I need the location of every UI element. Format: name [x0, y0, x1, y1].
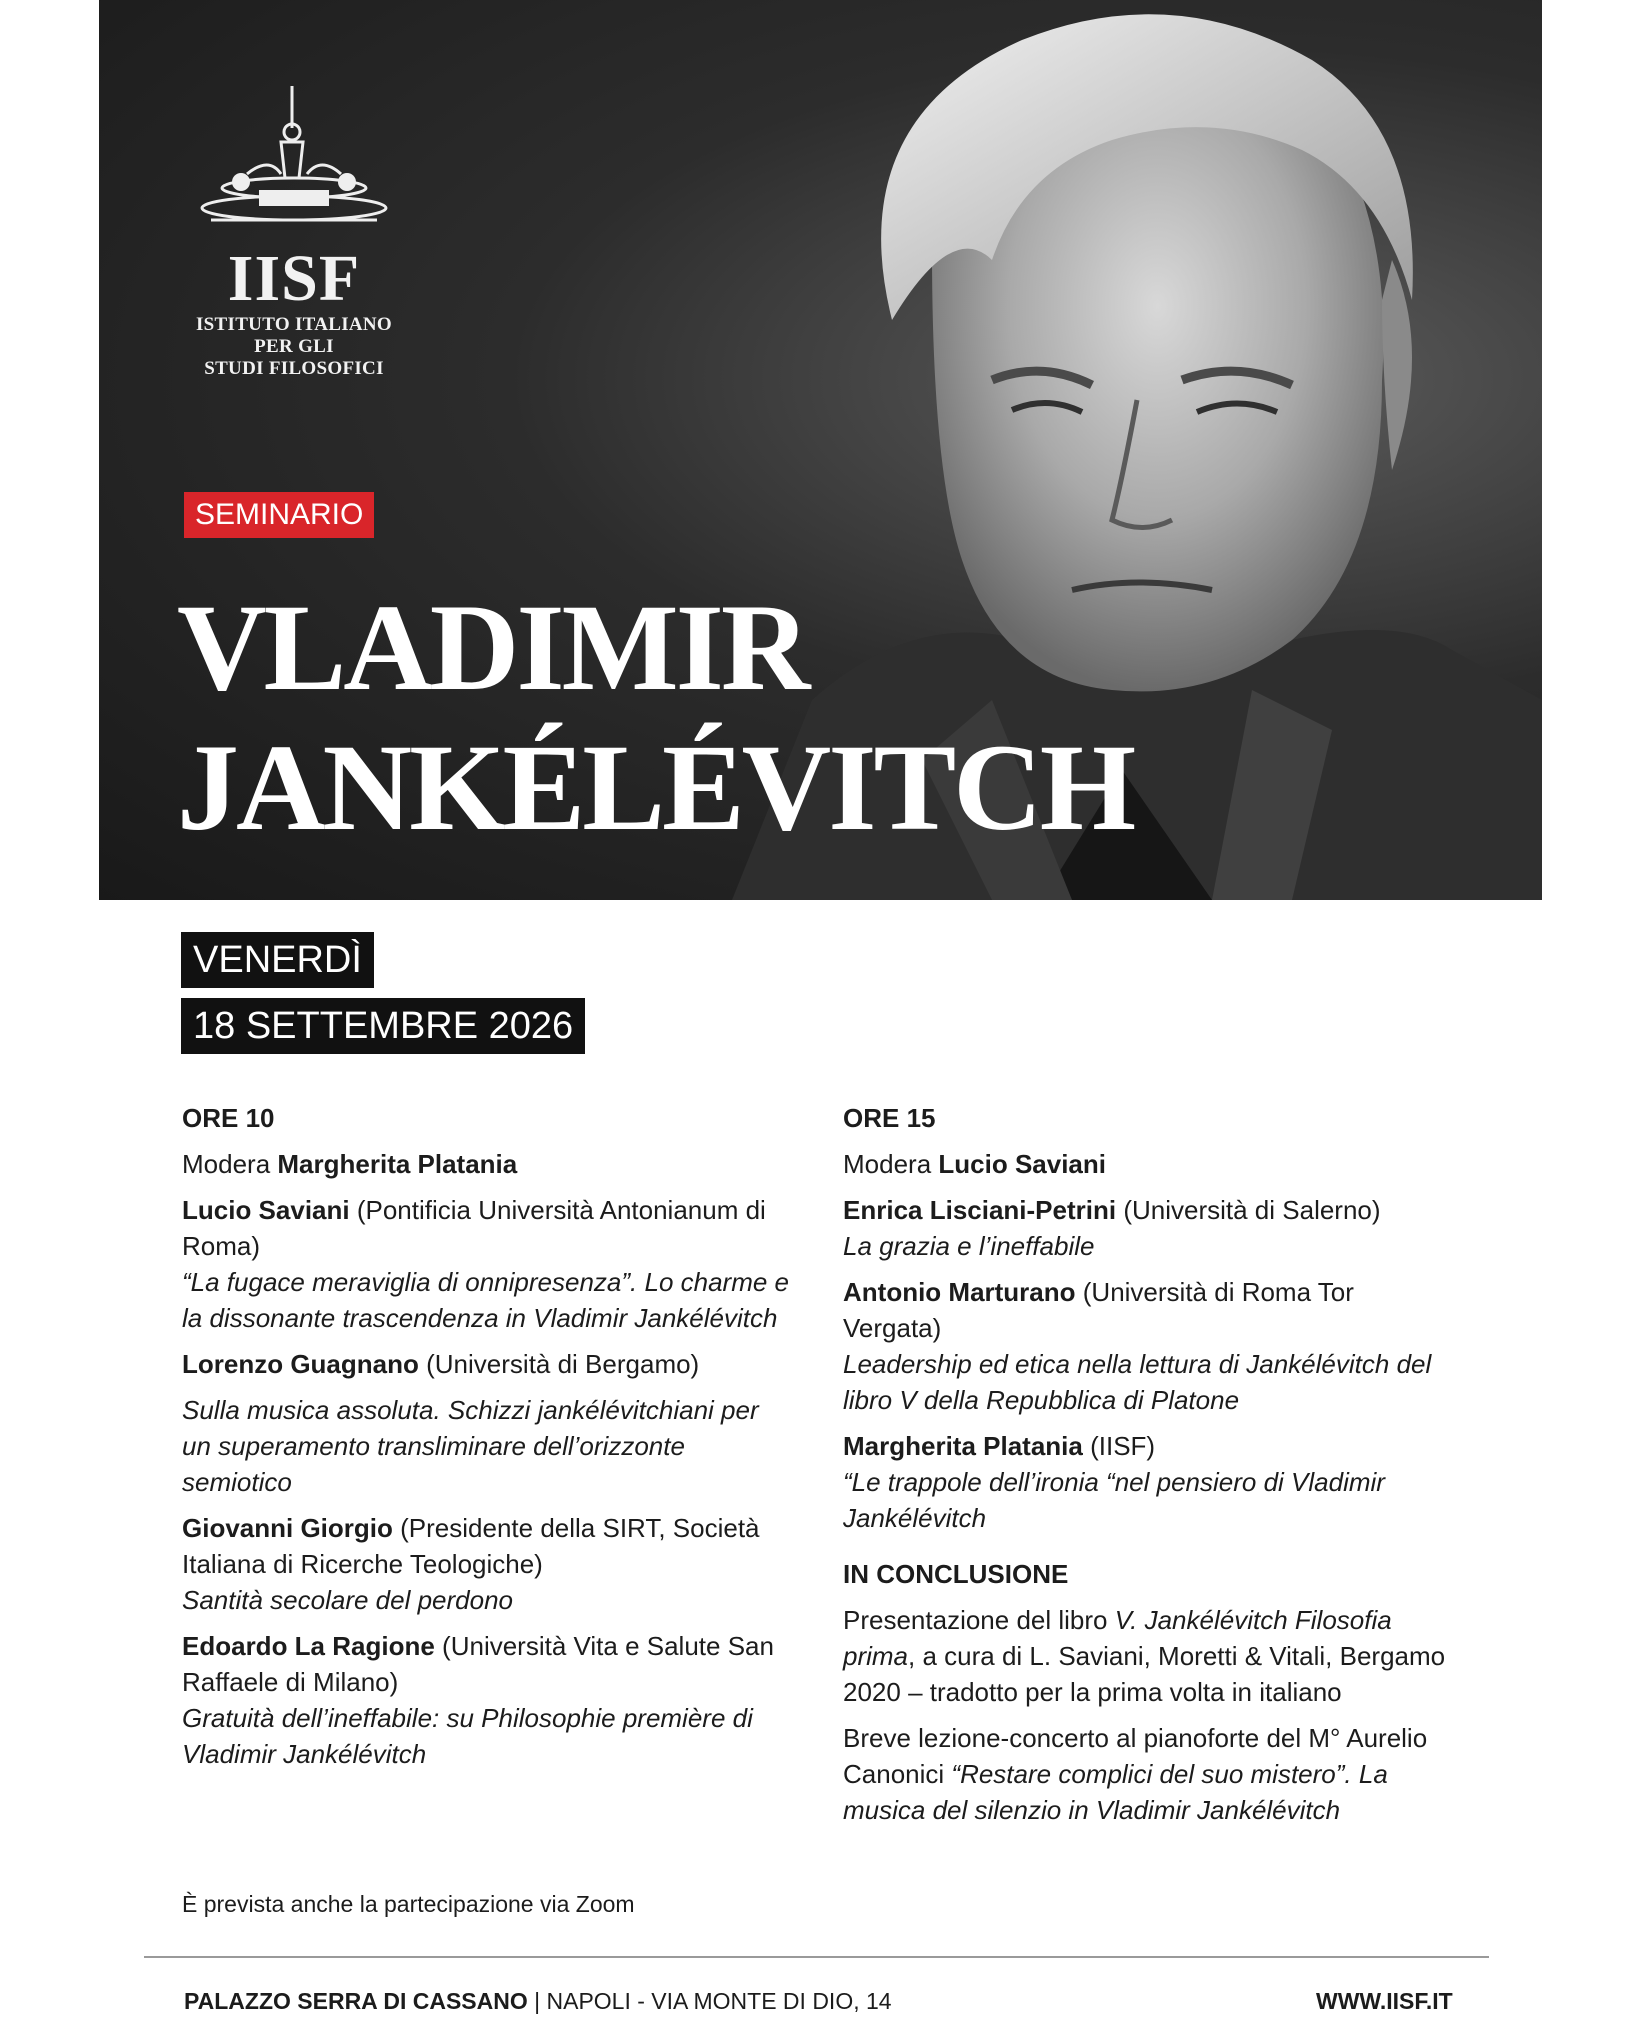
website-link[interactable]: WWW.IISF.IT [1316, 1988, 1453, 2014]
speaker-name: Lorenzo Guagnano [182, 1349, 419, 1379]
speaker-name: Lucio Saviani [182, 1195, 350, 1225]
speaker-name: Enrica Lisciani-Petrini [843, 1195, 1117, 1225]
venue [184, 1985, 892, 2017]
iisf-logo [179, 78, 409, 380]
moderator [182, 1146, 792, 1182]
talk-title: “La fugace meraviglia di onnipresenza”. Lo charme e la dissonante trascendenza in Vladimir Jankélévitch [182, 1267, 790, 1333]
title-first-name: VLADIMIR [177, 579, 808, 716]
moderator-prefix: Modera [843, 1149, 932, 1179]
event-date: 18 SETTEMBRE 2026 [181, 998, 585, 1054]
logo-line-1: ISTITUTO ITALIANO [195, 314, 393, 335]
talk-item [843, 1428, 1453, 1536]
day-label: VENERDÌ [181, 932, 374, 988]
morning-session [182, 1100, 792, 1782]
talk-item [182, 1192, 792, 1336]
book-title: V. Jankélévitch Filosofia prima [843, 1605, 1392, 1671]
afternoon-session [843, 1100, 1453, 1838]
conclusion-heading: IN CONCLUSIONE [843, 1559, 1069, 1589]
concert-lecture [843, 1720, 1453, 1828]
presentation-details: , a cura di L. Saviani, Moretti & Vitali, Bergamo 2020 – tradotto per la prima volta in italiano [843, 1641, 1446, 1707]
venue-address: | NAPOLI - VIA MONTE DI DIO, 14 [534, 1988, 892, 2014]
speaker-affiliation: (Pontificia Università Antonianum di Roma) [182, 1195, 766, 1261]
speaker-name: Giovanni Giorgio [182, 1513, 393, 1543]
footer-divider [144, 1956, 1489, 1958]
talk-item [182, 1628, 792, 1772]
moderator-name: Margherita Platania [277, 1149, 518, 1179]
logo-line-3: STUDI FILOSOFICI [204, 358, 384, 379]
zoom-note: È prevista anche la partecipazione via Zoom [182, 1891, 635, 1917]
talk-item [843, 1274, 1453, 1418]
speaker-name: Margherita Platania [843, 1431, 1083, 1461]
hero-banner [99, 0, 1542, 900]
concert-prefix: Breve lezione-concerto al pianoforte del M° Aurelio Canonici [843, 1723, 1428, 1789]
speaker-affiliation: (Università di Bergamo) [426, 1349, 700, 1379]
talk-item [182, 1346, 792, 1500]
talk-item [843, 1192, 1453, 1264]
talk-title: Sulla musica assoluta. Schizzi jankélévitchiani per un superamento transliminare dell’orizzonte semiotico [182, 1395, 759, 1497]
logo-line-2: PER GLI [254, 336, 334, 357]
speaker-affiliation: (Università di Salerno) [1123, 1195, 1381, 1225]
title-last-name: JANKÉLÉVITCH [177, 719, 1134, 856]
fountain-emblem-icon [189, 78, 399, 238]
talk-title: La grazia e l’ineffabile [843, 1231, 1095, 1261]
speaker-name: Antonio Marturano [843, 1277, 1076, 1307]
talk-item [182, 1510, 792, 1618]
moderator-prefix: Modera [182, 1149, 271, 1179]
speaker-affiliation: (Presidente della SIRT, Società Italiana di Ricerche Teologiche) [182, 1513, 760, 1579]
talk-title: Santità secolare del perdono [182, 1585, 514, 1615]
venue-name: PALAZZO SERRA DI CASSANO [184, 1988, 528, 2014]
seminar-badge: SEMINARIO [184, 492, 374, 538]
concert-title: “Restare complici del suo mistero”. La musica del silenzio in Vladimir Jankélévitch [843, 1759, 1388, 1825]
talk-title: “Le trappole dell’ironia “nel pensiero di Vladimir Jankélévitch [843, 1467, 1385, 1533]
presentation-prefix: Presentazione del libro [843, 1605, 1108, 1635]
session-time: ORE 10 [182, 1103, 275, 1133]
talk-title: Gratuità dell’ineffabile: su Philosophie première di Vladimir Jankélévitch [182, 1703, 753, 1769]
book-presentation [843, 1602, 1453, 1710]
speaker-affiliation: (IISF) [1090, 1431, 1156, 1461]
speaker-affiliation: (Università Vita e Salute San Raffaele di Milano) [182, 1631, 774, 1697]
logo-acronym: IISF [227, 242, 361, 315]
speaker-name: Edoardo La Ragione [182, 1631, 435, 1661]
event-title [177, 578, 1133, 858]
moderator [843, 1146, 1453, 1182]
speaker-affiliation: (Università di Roma Tor Vergata) [843, 1277, 1354, 1343]
session-time: ORE 15 [843, 1103, 936, 1133]
moderator-name: Lucio Saviani [938, 1149, 1106, 1179]
talk-title: Leadership ed etica nella lettura di Jankélévitch del libro V della Repubblica di Platone [843, 1349, 1432, 1415]
